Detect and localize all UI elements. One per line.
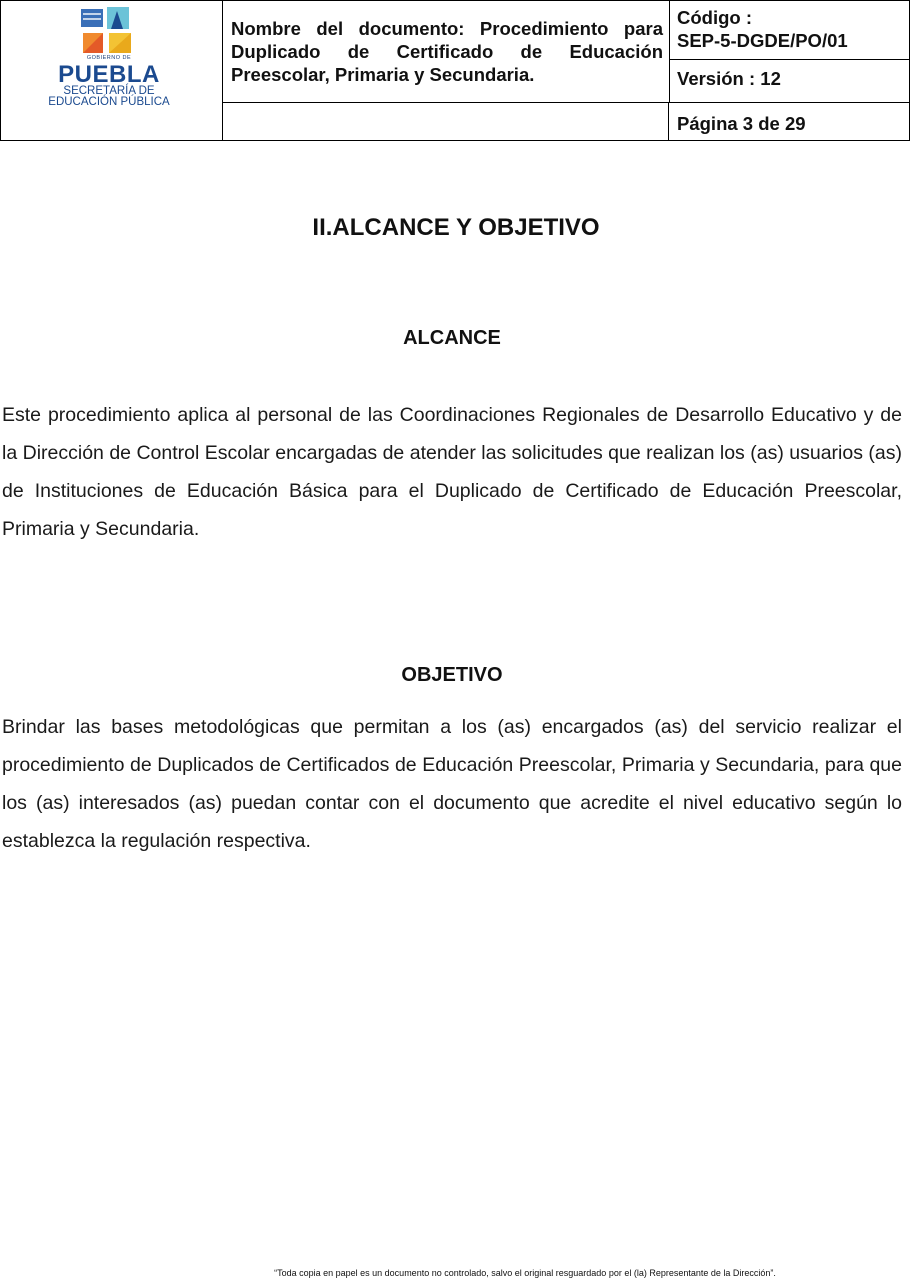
alcance-paragraph: Este procedimiento aplica al personal de las Coordinaciones Regionales de Desarrollo Educativo y de la Dirección de Control Escolar encargadas de atender las solicitudes que realizan los (as) usuarios (as) de Instituciones de Educación Básica para el Duplicado de Certificado de Educación Preescolar, Primaria y Secundaria. xyxy=(2,404,902,540)
document-header xyxy=(0,0,910,141)
version-cell xyxy=(669,60,909,103)
objetivo-paragraph: Brindar las bases metodológicas que permitan a los (as) encargados (as) del servicio realizar el procedimiento de Duplicados de Certificados de Educación Preescolar, Primaria y Secundaria, para que los (as) interesados (as) puedan contar con el documento que acredite el nivel educativo según lo establezca la regulación respectiva. xyxy=(2,716,902,852)
document-name-cell xyxy=(223,1,670,103)
footer-disclaimer: “Toda copia en papel es un documento no controlado, salvo el original resguardado por el (la) Representante de la Dirección”. xyxy=(274,1268,776,1278)
blank-cell xyxy=(223,103,669,140)
page-number: Página 3 de 29 xyxy=(677,113,806,134)
alcance-heading: ALCANCE xyxy=(403,327,501,349)
codigo-value: SEP-5-DGDE/PO/01 xyxy=(677,30,848,51)
logo-gobierno-text: GOBIERNO DE xyxy=(86,55,132,61)
objetivo-heading: OBJETIVO xyxy=(401,664,503,686)
logo-secretaria-line2: EDUCACIÓN PÚBLICA xyxy=(48,96,170,108)
codigo-cell xyxy=(669,1,909,60)
logo-secretaria-text xyxy=(1,86,217,108)
logo-cell xyxy=(1,1,223,140)
section-title: II.ALCANCE Y OBJETIVO xyxy=(312,214,600,241)
page-number-cell xyxy=(669,103,909,140)
puebla-logo-icon xyxy=(81,7,137,55)
document-name: Nombre del documento: Procedimiento para Duplicado de Certificado de Educación Preescolar, Primaria y Secundaria. xyxy=(231,18,663,85)
codigo-label: Código : xyxy=(677,7,753,28)
version-text: Versión : 12 xyxy=(677,68,781,89)
logo-secretaria-line1: SECRETARÍA DE xyxy=(63,85,155,97)
logo-puebla-text: PUEBLA xyxy=(58,61,160,88)
